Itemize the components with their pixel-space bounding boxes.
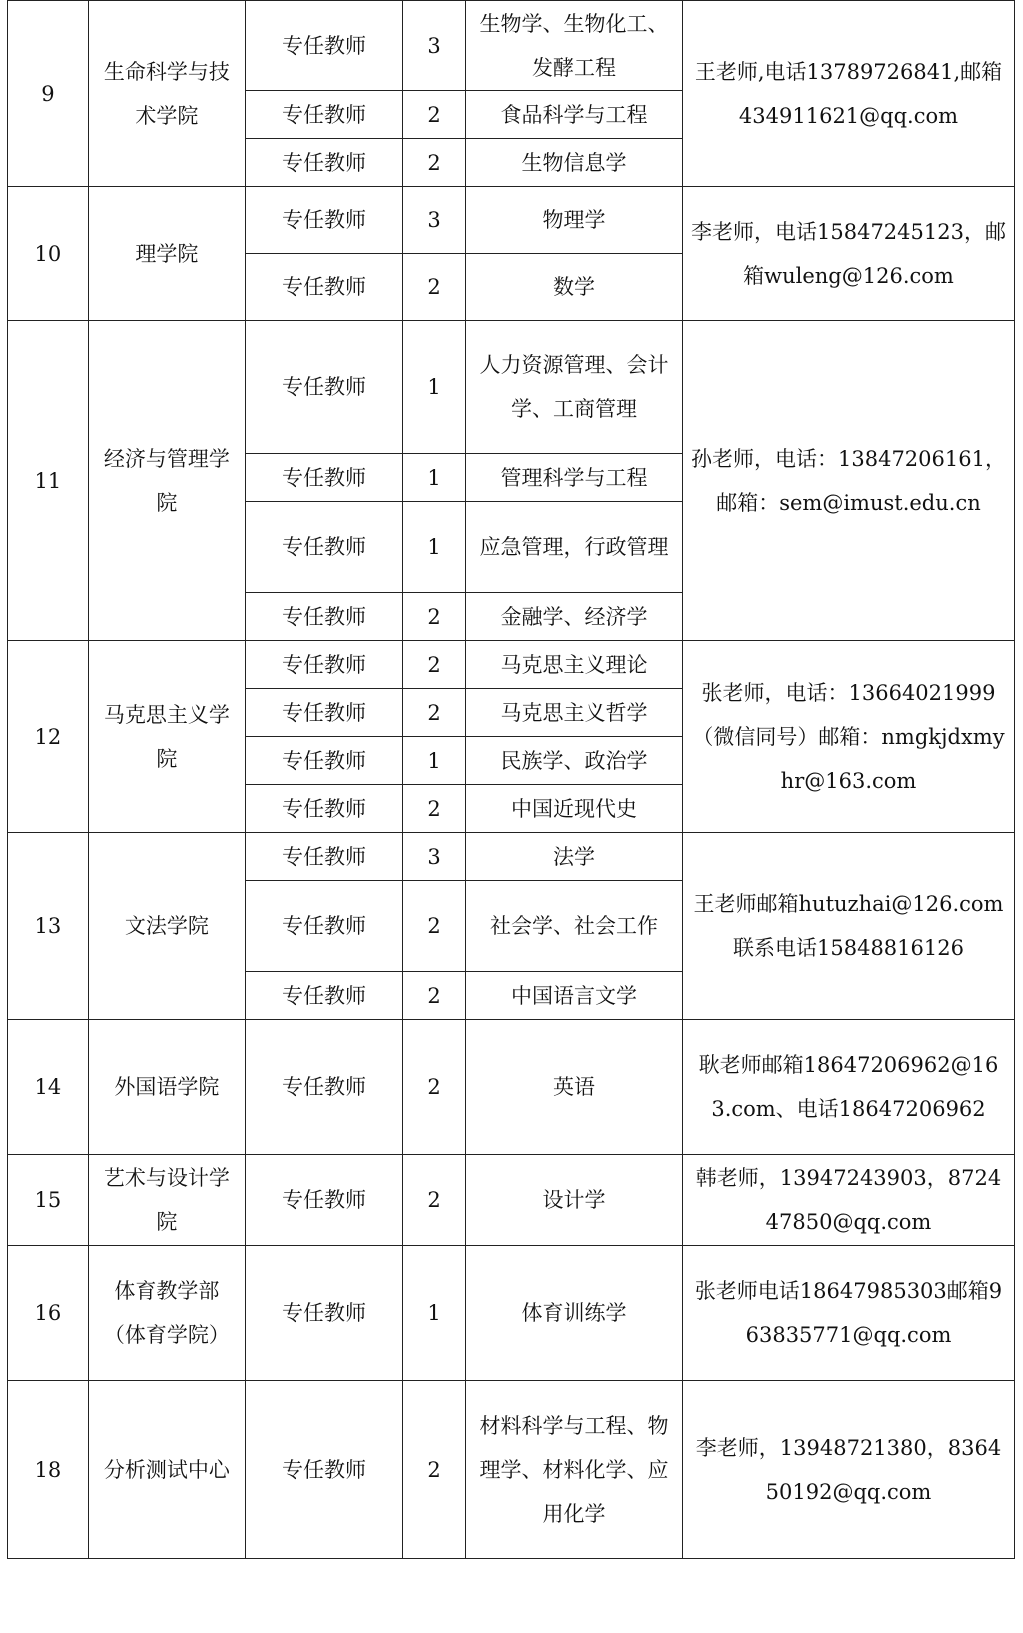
count-cell: 2 [403,1155,466,1246]
major-cell: 民族学、政治学 [466,737,683,785]
row-number: 12 [8,641,89,833]
major-cell: 食品科学与工程 [466,91,683,139]
position-cell: 专任教师 [245,91,402,139]
position-cell: 专任教师 [245,1,402,91]
position-cell: 专任教师 [245,139,402,187]
row-number: 16 [8,1246,89,1381]
row-number: 10 [8,187,89,321]
count-cell: 2 [403,91,466,139]
count-cell: 2 [403,254,466,321]
count-cell: 1 [403,737,466,785]
count-cell: 2 [403,593,466,641]
college-name: 体育教学部（体育学院） [88,1246,245,1381]
contact-cell: 张老师电话18647985303邮箱963835771@qq.com [682,1246,1014,1381]
count-cell: 1 [403,321,466,454]
row-number: 15 [8,1155,89,1246]
major-cell: 中国语言文学 [466,972,683,1020]
count-cell: 3 [403,833,466,881]
major-cell: 马克思主义理论 [466,641,683,689]
contact-cell: 耿老师邮箱18647206962@163.com、电话18647206962 [682,1020,1014,1155]
position-cell: 专任教师 [245,641,402,689]
contact-cell: 王老师邮箱hutuzhai@126.com 联系电话15848816126 [682,833,1014,1020]
position-cell: 专任教师 [245,972,402,1020]
row-number: 11 [8,321,89,641]
position-cell: 专任教师 [245,454,402,502]
major-cell: 数学 [466,254,683,321]
position-cell: 专任教师 [245,881,402,972]
major-cell: 生物学、生物化工、发酵工程 [466,1,683,91]
position-cell: 专任教师 [245,1246,402,1381]
row-number: 18 [8,1381,89,1559]
table-row [8,1155,1015,1246]
table-row [8,321,1015,454]
count-cell: 1 [403,454,466,502]
college-name: 文法学院 [88,833,245,1020]
position-cell: 专任教师 [245,502,402,593]
position-cell: 专任教师 [245,737,402,785]
major-cell: 物理学 [466,187,683,254]
table-row [8,1246,1015,1381]
row-number: 14 [8,1020,89,1155]
major-cell: 材料科学与工程、物理学、材料化学、应用化学 [466,1381,683,1559]
table-row [8,641,1015,689]
college-name: 马克思主义学院 [88,641,245,833]
major-cell: 人力资源管理、会计学、工商管理 [466,321,683,454]
position-cell: 专任教师 [245,833,402,881]
count-cell: 2 [403,1020,466,1155]
major-cell: 法学 [466,833,683,881]
college-name: 外国语学院 [88,1020,245,1155]
count-cell: 2 [403,972,466,1020]
position-cell: 专任教师 [245,1020,402,1155]
position-cell: 专任教师 [245,254,402,321]
major-cell: 设计学 [466,1155,683,1246]
contact-cell: 李老师，电话15847245123，邮箱wuleng@126.com [682,187,1014,321]
count-cell: 2 [403,641,466,689]
count-cell: 1 [403,1246,466,1381]
college-name: 生命科学与技术学院 [88,1,245,187]
college-name: 经济与管理学院 [88,321,245,641]
contact-cell: 韩老师，13947243903，872447850@qq.com [682,1155,1014,1246]
college-name: 分析测试中心 [88,1381,245,1559]
count-cell: 2 [403,139,466,187]
table-row [8,1020,1015,1155]
major-cell: 体育训练学 [466,1246,683,1381]
table-row [8,1381,1015,1559]
position-cell: 专任教师 [245,785,402,833]
count-cell: 2 [403,689,466,737]
position-cell: 专任教师 [245,1381,402,1559]
college-name: 理学院 [88,187,245,321]
college-name: 艺术与设计学院 [88,1155,245,1246]
position-cell: 专任教师 [245,321,402,454]
count-cell: 2 [403,785,466,833]
count-cell: 2 [403,881,466,972]
major-cell: 生物信息学 [466,139,683,187]
major-cell: 马克思主义哲学 [466,689,683,737]
major-cell: 中国近现代史 [466,785,683,833]
major-cell: 应急管理，行政管理 [466,502,683,593]
recruitment-table [7,0,1015,1559]
contact-cell: 孙老师，电话：13847206161，邮箱：sem@imust.edu.cn [682,321,1014,641]
table-row [8,187,1015,254]
position-cell: 专任教师 [245,593,402,641]
row-number: 9 [8,1,89,187]
table-row [8,1,1015,91]
major-cell: 金融学、经济学 [466,593,683,641]
position-cell: 专任教师 [245,187,402,254]
major-cell: 社会学、社会工作 [466,881,683,972]
position-cell: 专任教师 [245,689,402,737]
count-cell: 1 [403,502,466,593]
contact-cell: 张老师，电话：13664021999（微信同号）邮箱：nmgkjdxmyhr@163.com [682,641,1014,833]
row-number: 13 [8,833,89,1020]
contact-cell: 王老师,电话13789726841,邮箱434911621@qq.com [682,1,1014,187]
major-cell: 管理科学与工程 [466,454,683,502]
count-cell: 3 [403,1,466,91]
table-row [8,833,1015,881]
count-cell: 3 [403,187,466,254]
major-cell: 英语 [466,1020,683,1155]
count-cell: 2 [403,1381,466,1559]
contact-cell: 李老师，13948721380，836450192@qq.com [682,1381,1014,1559]
position-cell: 专任教师 [245,1155,402,1246]
